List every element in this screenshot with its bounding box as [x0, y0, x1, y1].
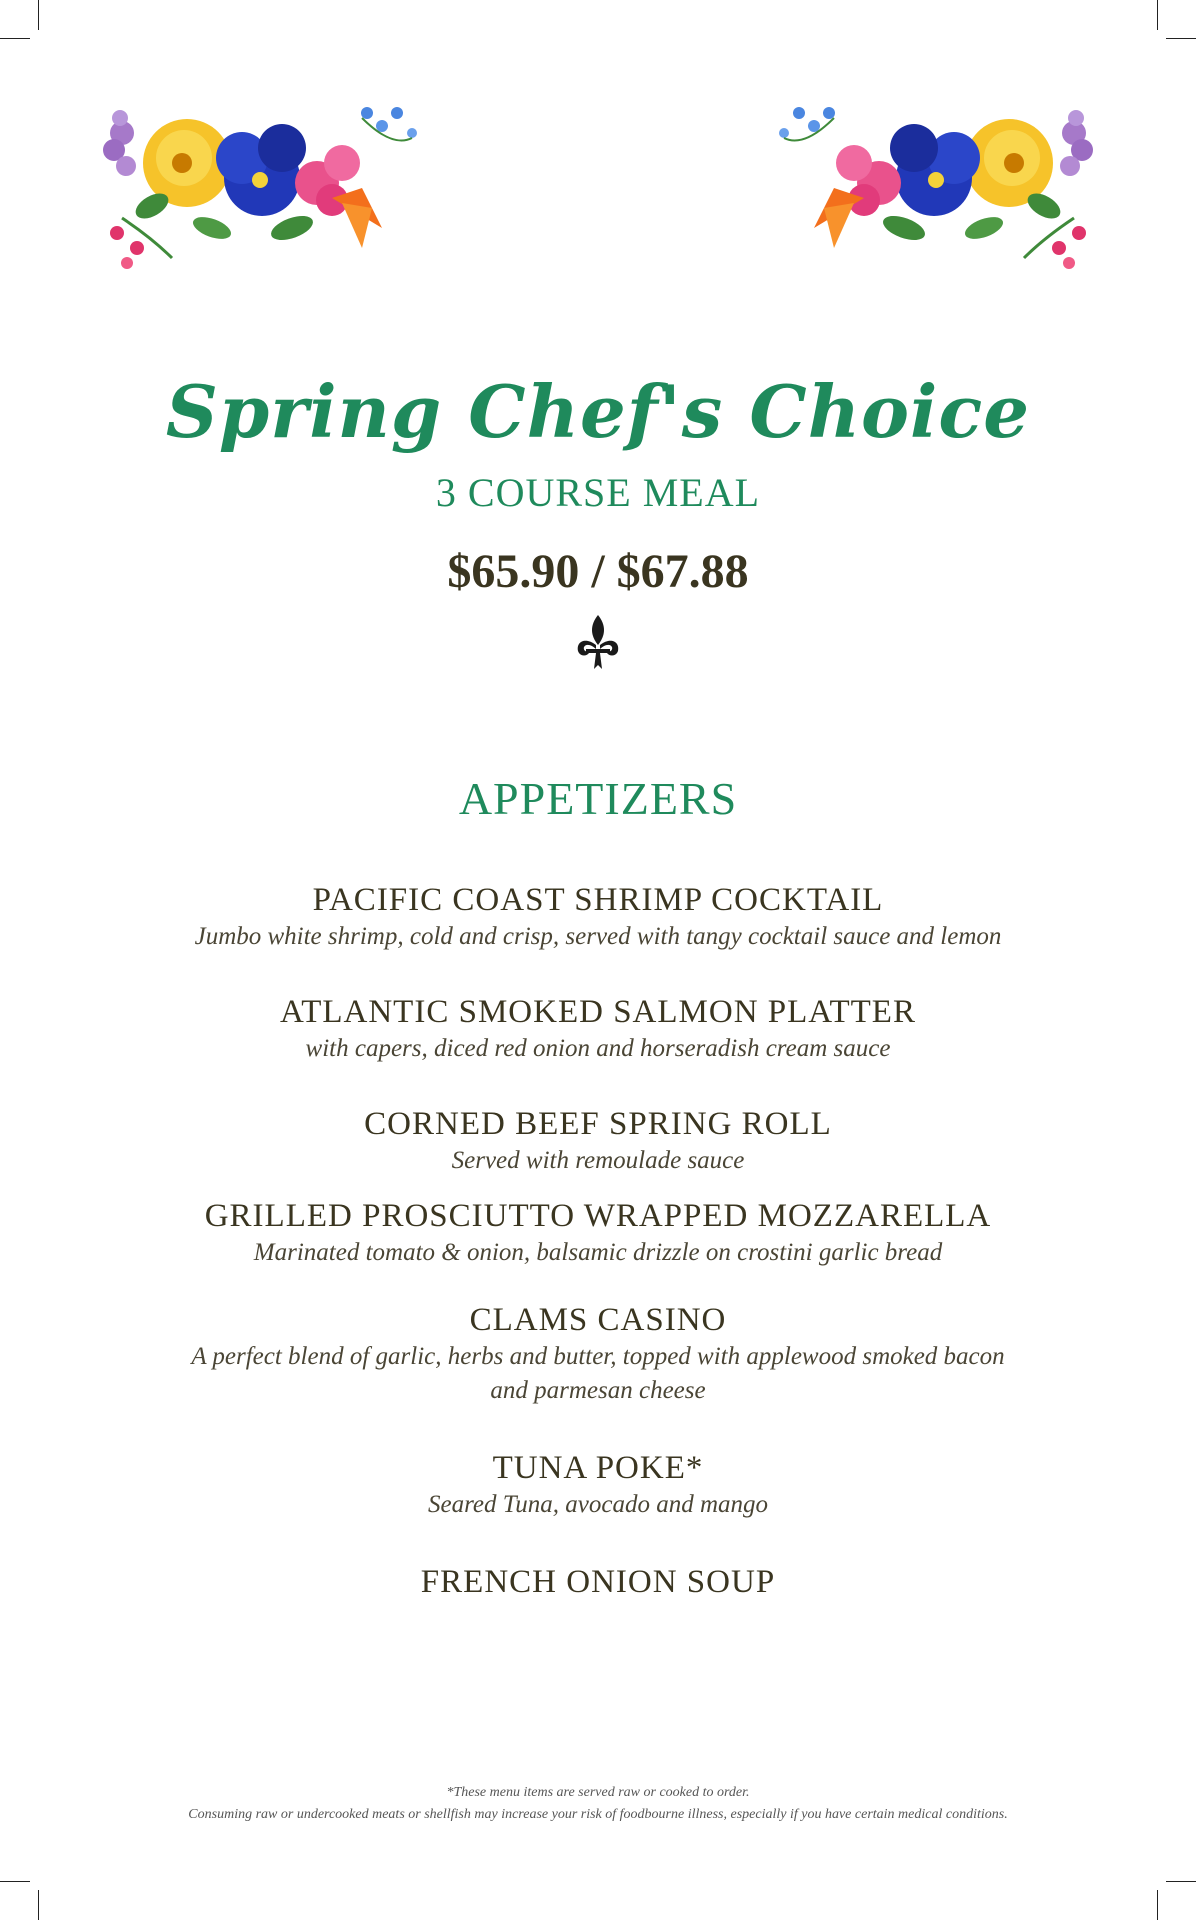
item-name: CLAMS CASINO [469, 1302, 727, 1338]
crop-mark [0, 38, 30, 39]
menu-item [0, 1300, 1196, 1408]
menu-items [0, 880, 1196, 1602]
item-name: TUNA POKE* [492, 1450, 704, 1486]
footer-warning: Consuming raw or undercooked meats or shellfish may increase your risk of foodbourne illness, especially if you have certain medical conditions. [188, 1807, 1008, 1822]
flower-bouquet-icon [92, 88, 432, 278]
crop-mark [1157, 1890, 1158, 1920]
item-name: ATLANTIC SMOKED SALMON PLATTER [280, 994, 916, 1030]
item-description: Marinated tomato & onion, balsamic drizzle on crostini garlic bread [253, 1239, 943, 1266]
menu-header [0, 369, 1196, 673]
crop-mark [1166, 38, 1196, 39]
menu-item [0, 1562, 1196, 1602]
menu-item [0, 1448, 1196, 1522]
menu-item [0, 1104, 1196, 1178]
crop-mark [0, 1881, 30, 1882]
flower-bouquet-icon [764, 88, 1104, 278]
crop-mark [1166, 1881, 1196, 1882]
crop-mark [38, 0, 39, 30]
menu-item [0, 1196, 1196, 1270]
menu-item [0, 992, 1196, 1066]
crop-mark [38, 1890, 39, 1920]
crop-mark [1157, 0, 1158, 30]
item-name: CORNED BEEF SPRING ROLL [364, 1106, 832, 1142]
menu-item [0, 880, 1196, 954]
footer-disclaimer [0, 1782, 1196, 1826]
item-description: A perfect blend of garlic, herbs and butter, topped with applewood smoked bacon and parmesan cheese [191, 1343, 1005, 1404]
menu-title: Spring Chef's Choice [165, 369, 1031, 454]
item-description: with capers, diced red onion and horseradish cream sauce [305, 1035, 891, 1062]
menu-price: $65.90 / $67.88 [447, 545, 749, 599]
menu-subtitle: 3 COURSE MEAL [435, 470, 761, 516]
fleur-de-lis-icon [572, 613, 624, 673]
item-name: PACIFIC COAST SHRIMP COCKTAIL [312, 882, 884, 918]
footer-note: *These menu items are served raw or cooked to order. [446, 1785, 750, 1800]
item-description: Jumbo white shrimp, cold and crisp, served with tangy cocktail sauce and lemon [194, 923, 1002, 950]
section-title: APPETIZERS [458, 773, 738, 824]
item-name: GRILLED PROSCIUTTO WRAPPED MOZZARELLA [204, 1198, 992, 1234]
item-description: Seared Tuna, avocado and mango [427, 1491, 768, 1518]
item-name: FRENCH ONION SOUP [420, 1564, 776, 1600]
item-description: Served with remoulade sauce [451, 1147, 745, 1174]
